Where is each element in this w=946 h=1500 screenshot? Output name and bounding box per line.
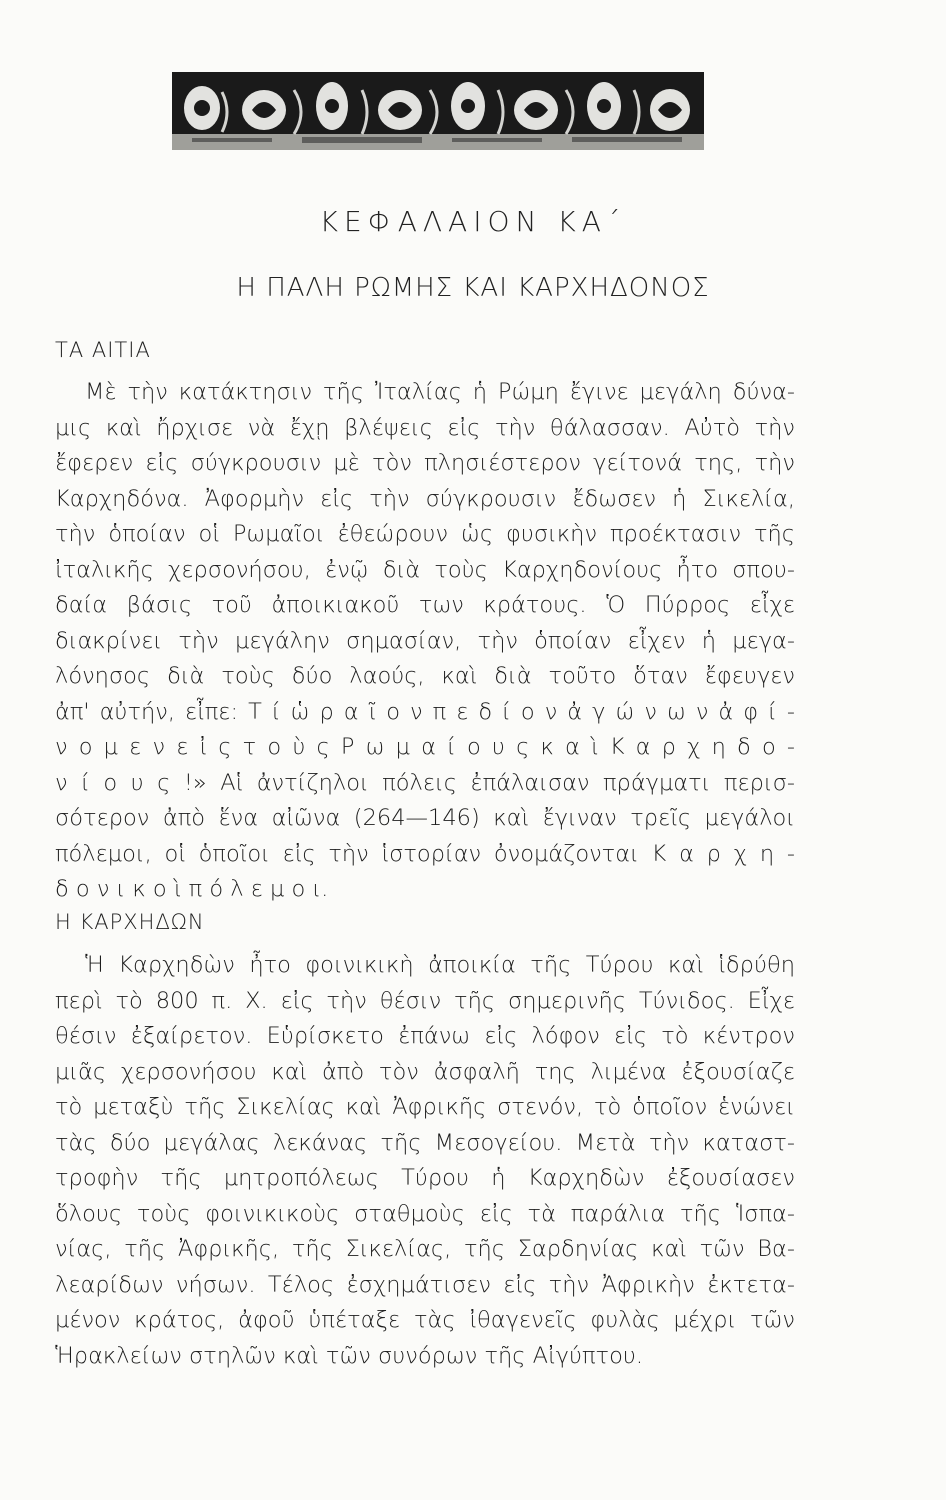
text-line: τὸ μεταξὺ τῆς Σικελίας καὶ Ἀφρικῆς στενόν, τὸ ὁποῖον ἑνώνει [55,1094,795,1120]
text-line: θέσιν ἐξαίρετον. Εὑρίσκετο ἐπάνω εἰς λόφον εἰς τὸ κέντρον [55,1023,795,1049]
section-heading: ΤΑ ΑΙΤΙΑ [55,338,151,362]
text-line: τὴν ὁποίαν οἱ Ρωμαῖοι ἐθεώρουν ὡς φυσικὴν προέκτασιν τῆς [55,521,795,547]
text-line: λεαρίδων νήσων. Τέλος ἐσχημάτισεν εἰς τὴν Ἀφρικὴν ἐκτετα- [55,1271,795,1298]
text-line: νίας, τῆς Ἀφρικῆς, τῆς Σικελίας, τῆς Σαρδηνίας καὶ τῶν Βα- [55,1236,795,1262]
text-line: ἔφερεν εἰς σύγκρουσιν μὲ τὸν πλησιέστερον γείτονά της, τὴν [55,450,795,476]
section-paragraph [55,948,795,1374]
text-line: μένον κράτος, ἀφοῦ ὑπέταξε τὰς ἰθαγενεῖς φυλὰς μέχρι τῶν [55,1307,795,1333]
section-paragraph [55,375,795,908]
text-line: μις καὶ ἤρχισε νὰ ἔχῃ βλέψεις εἰς τὴν θάλασσαν. Αὐτὸ τὴν [55,414,795,441]
text-line: Ἡ Καρχηδὼν ἦτο φοινικικὴ ἀποικία τῆς Τύρου καὶ ἱδρύθη [85,952,795,978]
text-line: ἀπ' αὐτήν, εἶπε: Τ ί ὡ ρ α ῖ ο ν π ε δ ί ο ν ἀ γ ώ ν ω ν ἀ φ ί - [55,698,795,725]
text-line: μιᾶς χερσονήσου καὶ ἀπὸ τὸν ἀσφαλῆ της λιμένα ἐξουσίαζε [55,1058,795,1085]
text-line: διακρίνει τὴν μεγάλην σημασίαν, τὴν ὁποίαν εἶχεν ἡ μεγα- [55,627,795,654]
text-line: Μὲ τὴν κατάκτησιν τῆς Ἰταλίας ἡ Ρώμη ἔγινε μεγάλη δύνα- [85,379,795,405]
text-line: λόνησος διὰ τοὺς δύο λαούς, καὶ διὰ τοῦτο ὅταν ἔφευγεν [55,663,795,689]
text-line: ν ο μ ε ν ε ἰ ς τ ο ὺ ς Ρ ω μ α ί ο υ ς κ α ὶ Κ α ρ χ η δ ο - [55,734,795,760]
text-line: δαία βάσις τοῦ ἀποικιακοῦ των κράτους. Ὁ Πύρρος εἶχε [55,592,795,618]
text-line: τὰς δύο μεγάλας λεκάνας τῆς Μεσογείου. Μετὰ τὴν καταστ- [55,1129,795,1156]
text-line: πόλεμοι, οἱ ὁποῖοι εἰς τὴν ἱστορίαν ὀνομάζονται Κ α ρ χ η - [55,840,795,867]
text-line: ν ί ο υ ς !» Αἱ ἀντίζηλοι πόλεις ἐπάλαισαν πράγματι περισ- [55,769,795,796]
chapter-title: ΚΕΦΑΛΑΙΟΝ ΚΑ΄ [319,205,627,238]
decorative-ornament-band [172,72,704,150]
text-line: ἰταλικῆς χερσονήσου, ἐνῷ διὰ τοὺς Καρχηδονίους ἦτο σπου- [55,556,795,583]
text-line: ὅλους τοὺς φοινικικοὺς σταθμοὺς εἰς τὰ παράλια τῆς Ἱσπα- [55,1200,795,1227]
text-line: Καρχηδόνα. Ἀφορμὴν εἰς τὴν σύγκρουσιν ἔδωσεν ἡ Σικελία, [55,485,795,512]
section-heading: Η ΚΑΡΧΗΔΩΝ [55,910,205,934]
text-line: περὶ τὸ 800 π. Χ. εἰς τὴν θέσιν τῆς σημερινῆς Τύνιδος. Εἶχε [55,987,795,1014]
text-line: δ ο ν ι κ ο ὶ π ό λ ε μ ο ι. [55,876,329,902]
text-line: Ἡρακλείων στηλῶν καὶ τῶν συνόρων τῆς Αἰγύπτου. [55,1342,644,1369]
text-line: τροφὴν τῆς μητροπόλεως Τύρου ἡ Καρχηδὼν ἐξουσίασεν [55,1165,795,1191]
chapter-subtitle: Η ΠΑΛΗ ΡΩΜΗΣ ΚΑΙ ΚΑΡΧΗΔΟΝΟΣ [236,273,710,303]
text-line: σότερον ἀπὸ ἕνα αἰῶνα (264—146) καὶ ἔγιναν τρεῖς μεγάλοι [55,805,795,831]
